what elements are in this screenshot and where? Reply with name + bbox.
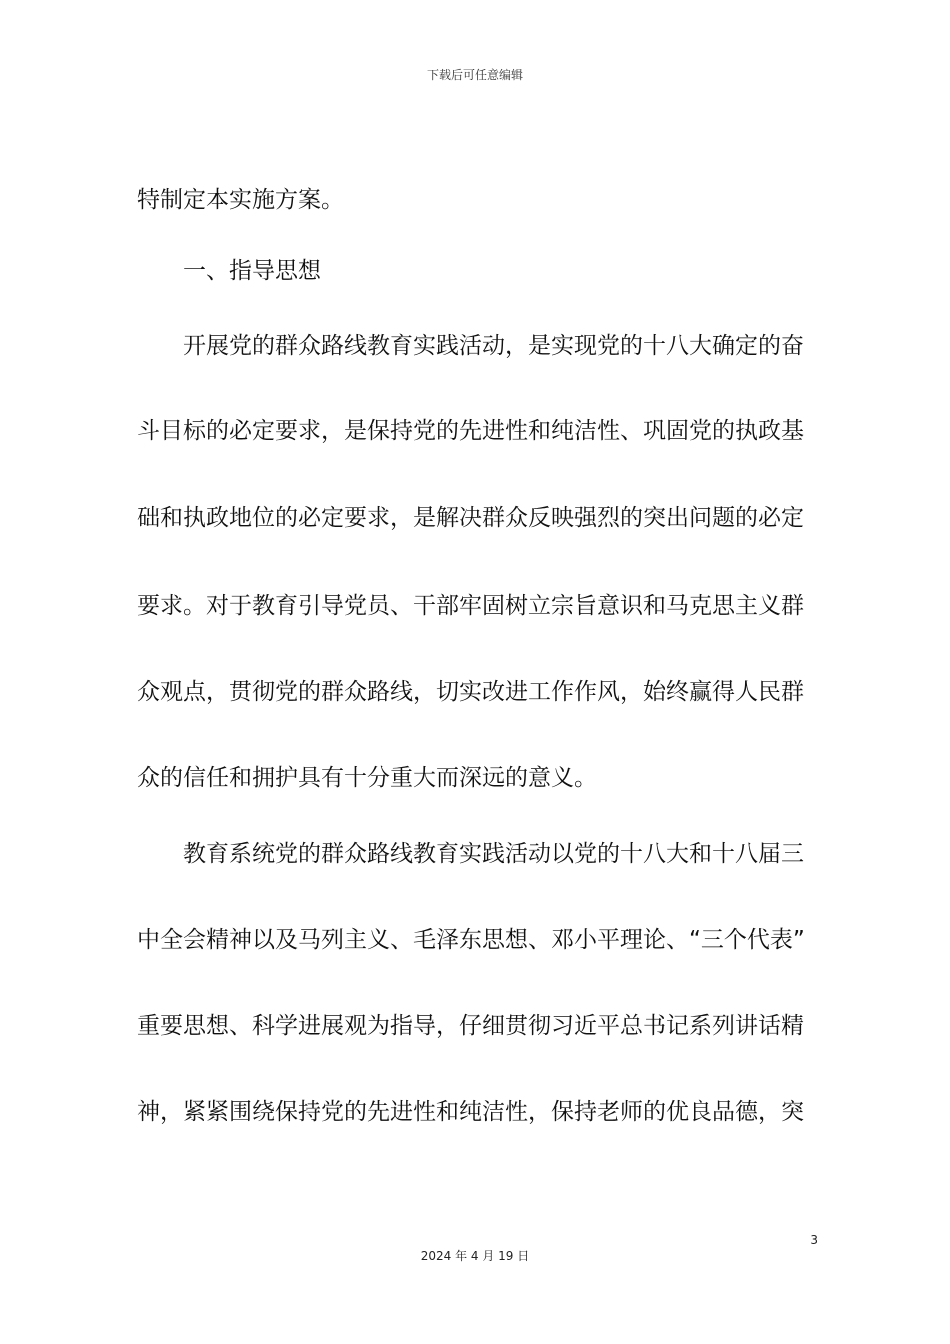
- body-line: 中全会精神以及马列主义、毛泽东思想、邓小平理论、“三个代表”: [137, 927, 805, 953]
- body-line: 础和执政地位的必定要求，是解决群众反映强烈的突出问题的必定: [137, 505, 804, 531]
- body-line: 众观点，贯彻党的群众路线，切实改进工作作风，始终赢得人民群: [137, 679, 804, 705]
- page-header: 下载后可任意编辑: [426, 68, 523, 82]
- body-line: 神，紧紧围绕保持党的先进性和纯洁性，保持老师的优良品德，突: [137, 1099, 804, 1125]
- body-line: 教育系统党的群众路线教育实践活动以党的十八大和十八届三: [183, 841, 804, 867]
- body-line: 要求。对于教育引导党员、干部牢固树立宗旨意识和马克思主义群: [137, 593, 804, 619]
- body-line: 重要思想、科学进展观为指导，仔细贯彻习近平总书记系列讲话精: [137, 1013, 804, 1039]
- page-number: 3: [810, 1233, 818, 1247]
- section-heading: 一、指导思想: [183, 258, 321, 284]
- body-line: 开展党的群众路线教育实践活动，是实现党的十八大确定的奋: [183, 333, 804, 359]
- page-footer-date: 2024 年 4 月 19 日: [420, 1249, 530, 1263]
- body-line: 特制定本实施方案。: [137, 187, 344, 213]
- body-line: 斗目标的必定要求，是保持党的先进性和纯洁性、巩固党的执政基: [137, 418, 804, 444]
- body-line: 众的信任和拥护具有十分重大而深远的意义。: [137, 765, 597, 791]
